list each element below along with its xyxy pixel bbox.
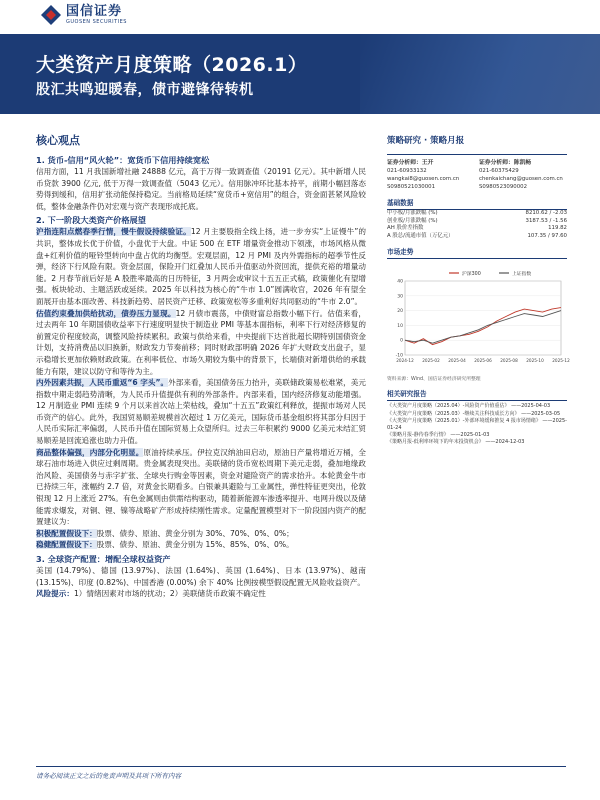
basic-data-value: 8210.62 / -2.03 bbox=[525, 210, 567, 216]
analyst-2-email: chenkaichang@guosen.com.cn bbox=[479, 176, 563, 182]
related-reports-list bbox=[387, 403, 567, 446]
analyst-1 bbox=[387, 159, 475, 191]
x-tick-label: 2025-10 bbox=[526, 358, 544, 364]
risk-highlight: 风险提示： bbox=[36, 589, 74, 599]
sidebar bbox=[387, 134, 570, 447]
risk-paragraph bbox=[36, 588, 366, 600]
basic-data-title: 基础数据 bbox=[387, 197, 567, 210]
legend-label: 上证指数 bbox=[512, 272, 532, 278]
related-report-item[interactable]: 《大类资产月度策略（2025.03）-继续关注科技成长方向》 ——2025-03-05 bbox=[387, 410, 561, 417]
x-tick-label: 2025-02 bbox=[422, 358, 440, 364]
basic-data-table bbox=[387, 210, 567, 240]
basic-data-label: A 股总/流通市值（万亿元） bbox=[387, 232, 454, 239]
commodity-paragraph bbox=[36, 447, 366, 528]
related-report-item[interactable]: 《策略月报-低利率环境下的年末投资机会》 ——2024-12-03 bbox=[387, 439, 525, 446]
basic-data-value: 3187.53 / -1.56 bbox=[525, 217, 567, 224]
analyst-2-cert: S0980523090002 bbox=[479, 184, 528, 190]
y-tick-label: 10 bbox=[397, 324, 403, 330]
report-type: 策略研究 · 策略月报 bbox=[387, 136, 465, 146]
footer-divider bbox=[36, 766, 566, 767]
y-tick-label: 30 bbox=[397, 294, 403, 300]
market-trend-chart bbox=[387, 263, 570, 373]
section-3-text: 美国 (14.79%)、德国 (13.97%)、法国 (1.64%)、英国 (1.64%)、日本 (13.97%)、越南 (13.15%)、印度 (0.82%)、中国香港 (0.00%) 余下 40% 比例按模型假设配置无风险收益资产。 bbox=[36, 566, 366, 587]
basic-data-row bbox=[387, 210, 567, 218]
report-subtitle: 股汇共鸣迎暖春，债市避锋待转机 bbox=[36, 82, 254, 98]
bond-paragraph bbox=[36, 308, 366, 378]
commodity-highlight: 商品整体偏强，内部分化明显。 bbox=[36, 447, 144, 457]
y-tick-label: 40 bbox=[397, 279, 403, 285]
footer-disclaimer: 请务必阅读正文之后的免责声明及其项下所有内容 bbox=[36, 772, 182, 780]
equity-paragraph bbox=[36, 226, 366, 307]
aggressive-text: 股票、债券、原油、黄金分别为 30%、70%、0%、0%； bbox=[96, 528, 294, 538]
section-1-title: 1. 货币-信用“风火轮”：宽货币下信用持续宽松 bbox=[36, 155, 210, 165]
section-3-title: 3. 全球资产配置：增配全球权益资产 bbox=[36, 554, 171, 564]
aggressive-highlight: 积极配置假设下： bbox=[36, 528, 97, 538]
fx-highlight: 内外因素共振，人民币重返“6 字头”。 bbox=[36, 378, 169, 388]
basic-data-row bbox=[387, 233, 567, 241]
basic-data-value: 107.35 / 97.60 bbox=[527, 232, 567, 239]
related-report-item[interactable]: 《大类资产月度策略（2025.04）-风险资产价值重估》 ——2025-04-03 bbox=[387, 403, 551, 410]
stable-allocation bbox=[36, 539, 366, 551]
chart-frame bbox=[405, 281, 561, 355]
report-title: 大类资产月度策略（2026.1） bbox=[36, 54, 308, 76]
related-reports-title: 相关研究报告 bbox=[387, 388, 567, 401]
x-tick-label: 2025-04 bbox=[448, 358, 466, 364]
analyst-1-cert: S0980521030001 bbox=[387, 184, 436, 190]
stable-highlight: 稳健配置假设下： bbox=[36, 540, 97, 550]
basic-data-row bbox=[387, 225, 567, 233]
analyst-1-phone: 021-60933132 bbox=[387, 168, 427, 174]
fx-text: 外部来看，美国债务压力抬升，美联储政策易松难紧，美元指数中期走弱趋势清晰，为人民币升值提供有利的外部条件。内部来看，国内经济修复动能增强。12 月制造业 PMI 连续 9 个月以来首次站上荣枯线，叠加“十五五”政策红利释放，提振市场对人民币资产的信心。此外，我国贸易顺差规模首次超过 1 万亿美元，国际货币基金组织将其部分归因于人民币实际汇率偏弱，人民币升值在国际贸易上众望所归。过去三年积累约 9000 亿美元未结汇贸易顺差是回流追涨也助力升值。 bbox=[36, 378, 366, 446]
x-tick-label: 2025-06 bbox=[474, 358, 492, 364]
y-tick-label: 0 bbox=[400, 339, 403, 345]
market-trend-title: 市场走势 bbox=[387, 246, 567, 259]
analyst-1-name: 证券分析师：王开 bbox=[387, 160, 434, 166]
fx-paragraph bbox=[36, 377, 366, 447]
core-views-column bbox=[36, 132, 366, 600]
legend-label: 沪深300 bbox=[462, 272, 481, 278]
analyst-1-email: wangkai8@guosen.com.cn bbox=[387, 176, 460, 182]
basic-data-value: 119.82 bbox=[548, 225, 567, 232]
basic-data-label: 中小板/月涨跌幅 (%) bbox=[387, 210, 438, 216]
market-trend-svg bbox=[387, 263, 570, 373]
equity-text: 12 月主要股指全线上扬，进一步夯实“上证慢牛”的共识，整体成长优于价值，小盘优于大盘。中证 500 在 ETF 增量资金推动下领涨，市场风格从微盘+红利价值的哑铃型转向中盘占优的均衡型。宏观层面，12 月 PMI 及内外需指标的超季节性反弹，经济下行风险有限。资金层面，保险开门红叠加人民币升值驱动外资回流，提供充裕的增量动能。2 月春节前后好是 A 股胜率最高的日历特征，3 月两会或审议十五五正式稿，政策催化有望增强。板块轮动、主题活跃或延续。2025 年以科技为核心的“牛市 1.0”圆满收官，2026 年有望全面展开由基本面改善、科技新趋势、居民资产迁移、政策宽松等多重利好共同驱动的“牛市 2.0”。 bbox=[36, 227, 366, 306]
section-1-text: 信用方面，11 月我国新增社融 24888 亿元，高于万得一致调查值（20191 亿元）。其中新增人民币贷款 3900 亿元, 低于万得一致调查值（5043 亿元）。信用脉冲环比基本持平，前期小幅回落态势得到缓和，信用扩张动能保持稳定。当前格局延续“宽货币+宽信用”的组合，资金面甚紧风险较低，整体金融条件仍对宏观与资产表现形成托底。 bbox=[36, 167, 366, 211]
core-views-title: 核心观点 bbox=[36, 134, 80, 147]
analyst-2-phone: 021-60375429 bbox=[479, 168, 519, 174]
basic-data-label: AH 股价差指数 bbox=[387, 225, 424, 232]
series-line-0 bbox=[405, 308, 561, 345]
analyst-block bbox=[387, 154, 567, 191]
company-logo bbox=[40, 4, 127, 26]
logo-en-text: GUOSEN SECURITIES bbox=[66, 18, 127, 25]
y-tick-label: 20 bbox=[397, 309, 403, 315]
banner-decoration bbox=[360, 34, 600, 114]
related-report-item[interactable]: 《大类资产月度策略（2025.01）-外部环境缓和推复 4 报市场情绪》 ——2025-01-24 bbox=[387, 417, 567, 431]
analyst-2 bbox=[479, 159, 567, 191]
bond-text: 12 月债市震荡，中债财富总指数小幅下行。估值来看，过去两年 10 年期国债收益率下行速度明显快于制造业 PMI 等基本面指标，利率下行对经济修复的前置定价程度较高，调整风险持续累积。政策与供给来看，中央提前下达首批超长期特别国债资金计划，支持消费品以旧换新，财政发力节奏前移；同时财政部明确 2026 年扩大财政支出盘子，显示稳增长更加依赖财政政策。在利率低位、市场久期较为集中的背景下，长端债对新增供给的承载能力有限，建议以防守和等待为主。 bbox=[36, 308, 366, 376]
risk-text: 1）情绪因素对市场的扰动；2）美联储货币政策不确定性 bbox=[73, 589, 266, 599]
y-tick-label: -10 bbox=[395, 353, 403, 359]
commodity-text: 原油持续承压。伊拉克汉纳油田启动，原油日产量将增近万桶，全球石油市场进入供应过剩周期。贵金属表现突出。美联储的货币宽松周期下美元走弱，叠加地缘政治风险、美国债务与赤字扩张、全球央行购金等因素，资金对避险资产的需求抬升。本轮黄金牛市已持续三年，涨幅约 2.7 倍，对黄金长期看多。白银兼具避险与工业属性，弹性特征更突出，伦敦银现 12 月上涨近 27%。有色金属则由供需结构驱动，随着新能源车渗透率提升、电网升级以及储能需求爆发，对铜、锂、镍等战略矿产形成持续刚性需求。定量配置模型对下一阶段国内资产的配置建议为： bbox=[36, 447, 366, 527]
stable-text: 股票、债券、原油、黄金分别为 15%、85%、0%、0%。 bbox=[96, 540, 294, 550]
series-line-1 bbox=[405, 311, 561, 344]
logo-mark-icon bbox=[40, 4, 62, 26]
logo-cn-text: 国信证券 bbox=[66, 3, 123, 19]
chart-source: 资料来源：Wind、国信证券经济研究所整理 bbox=[387, 377, 481, 383]
analyst-2-name: 证券分析师：陈凯畅 bbox=[479, 160, 532, 166]
related-report-item[interactable]: 《策略月报-静待春季行情》 ——2025-01-03 bbox=[387, 432, 490, 439]
x-tick-label: 2025-12 bbox=[552, 358, 570, 364]
equity-highlight: 沪指连阳点燃春季行情，慢牛假设持续验证。 bbox=[36, 227, 191, 237]
basic-data-label: 创业板/月涨跌幅 (%) bbox=[387, 217, 438, 224]
x-tick-label: 2024-12 bbox=[396, 358, 414, 364]
x-tick-label: 2025-08 bbox=[500, 358, 518, 364]
section-2-title: 2. 下一阶段大类资产价格展望 bbox=[36, 215, 146, 226]
aggressive-allocation bbox=[36, 528, 366, 540]
bond-highlight: 估值约束叠加供给扰动，债券压力显现。 bbox=[36, 308, 176, 318]
top-header bbox=[0, 0, 600, 34]
